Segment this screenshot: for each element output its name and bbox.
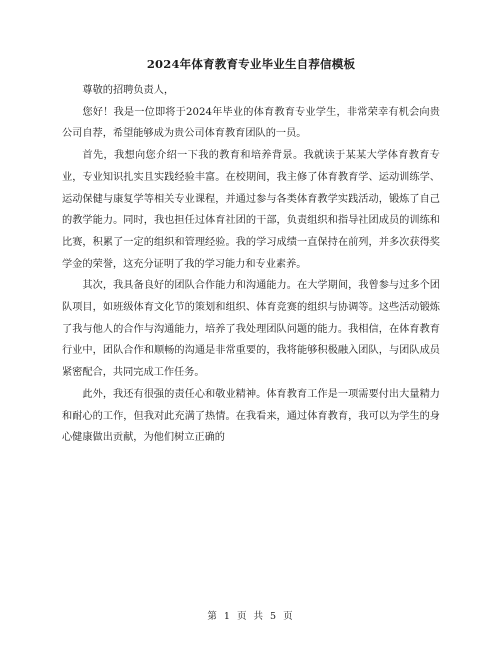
paragraph-teamwork: 其次，我具备良好的团队合作能力和沟通能力。在大学期间，我曾参与过多个团队项目，如班级体育文化节的策划和组织、体育竞赛的组织与协调等。这些活动锻炼了我与他人的合作与沟通能力，培养了我处理团队问题的能力。我相信，在体育教育行业中，团队合作和顺畅的沟通是非常重要的，我将能够积极融入团队，与团队成员紧密配合，共同完成工作任务。 <box>62 280 440 379</box>
paragraph-education: 首先，我想向您介绍一下我的教育和培养背景。我就读于某某大学体育教育专业，专业知识扎实且实践经验丰富。在校期间，我主修了体育教育学、运动训练学、运动保健与康复学等相关专业课程，并通过参与各类体育教学实践活动，锻炼了自己的教学能力。同时，我也担任过体育社团的干部，负责组织和指导社团成员的训练和比赛，积累了一定的组织和管理经验。我的学习成绩一直保持在前列，并多次获得奖学金的荣誉，这充分证明了我的学习能力和专业素养。 <box>62 150 440 270</box>
paragraph-greeting: 您好！我是一位即将于2024年毕业的体育教育专业学生，非常荣幸有机会向贵公司自荐，希望能够成为贵公司体育教育团队的一员。 <box>62 106 440 140</box>
document-title: 2024年体育教育专业毕业生自荐信模板 <box>146 57 356 71</box>
page-footer: 第 1 页 共 5 页 <box>207 611 295 622</box>
document-body <box>62 80 440 449</box>
paragraph-responsibility: 此外，我还有很强的责任心和敬业精神。体育教育工作是一项需要付出大量精力和耐心的工作，但我对此充满了热情。在我看来，通过体育教育，我可以为学生的身心健康做出贡献，为他们树立正确的 <box>62 388 440 444</box>
salutation: 尊敬的招聘负责人， <box>82 85 175 96</box>
